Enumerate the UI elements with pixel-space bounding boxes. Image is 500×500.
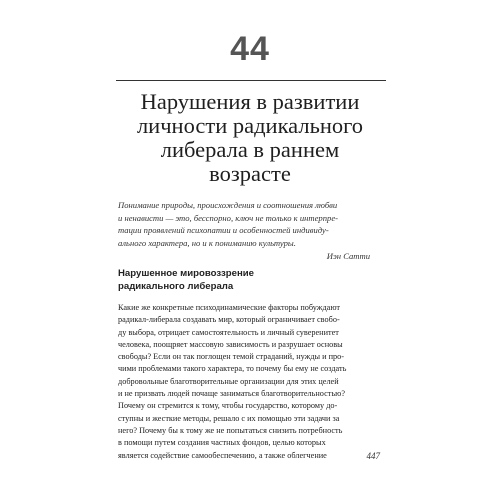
body-line: чими проблемами такого характера, то почему бы ему не создать <box>118 364 347 374</box>
body-line: ду выбора, отрицает самостоятельность и личный суверенитет <box>118 327 339 337</box>
section-heading-line: радикального либерала <box>118 280 234 292</box>
body-line: свободы? Если он так поглощен темой страданий, нужды и про- <box>118 352 345 362</box>
body-line: в помощи путем создания частных фондов, целью которых <box>118 438 326 448</box>
body-line: ступны и жесткие методы, решало с их помощью эти задачи за <box>118 413 340 423</box>
chapter-divider <box>116 80 386 81</box>
chapter-title-line: Нарушения в развитии <box>140 89 360 114</box>
epigraph-line: тации проявлений психопатии и особенностей индивиду- <box>118 225 329 236</box>
chapter-title-line: возрасте <box>209 161 291 186</box>
body-line: является содействие самообеспечению, а также облегчение <box>118 450 327 460</box>
body-line: Почему он стремится к тому, чтобы государство, которому до- <box>118 401 338 411</box>
epigraph-author: Иэн Сатти <box>326 251 370 262</box>
body-line: него? Почему бы к тому же не попытаться снизить потребность <box>118 425 343 435</box>
chapter-title-line: личности радикального <box>136 113 364 138</box>
chapter-title-line: либерала в раннем <box>160 137 340 162</box>
body-paragraph <box>118 302 380 462</box>
body-line: добровольные благотворительные организации для этих целей <box>118 376 339 386</box>
epigraph <box>118 199 370 263</box>
body-line: и не призвать людей почаще заниматься благотворительностью? <box>118 389 345 399</box>
body-line: Какие же конкретные психодинамические факторы побуждают <box>118 303 340 312</box>
chapter-title <box>70 90 430 186</box>
body-line: человека, поощряет массовую зависимость и разрушает основы <box>118 339 343 349</box>
epigraph-line: ального характера, но и к пониманию культуры. <box>118 237 296 248</box>
body-line: радикал-либерала создавать мир, который ограничивает свобо- <box>118 315 340 325</box>
chapter-number: 44 <box>230 30 270 68</box>
page-number: 447 <box>366 451 380 461</box>
epigraph-line: Понимание природы, происхождения и соотношения любви <box>118 200 338 210</box>
epigraph-line: и ненависти — это, бесспорно, ключ не только к интерпре- <box>118 212 339 223</box>
section-heading-line: Нарушенное мировоззрение <box>118 268 254 279</box>
section-heading <box>118 268 388 293</box>
